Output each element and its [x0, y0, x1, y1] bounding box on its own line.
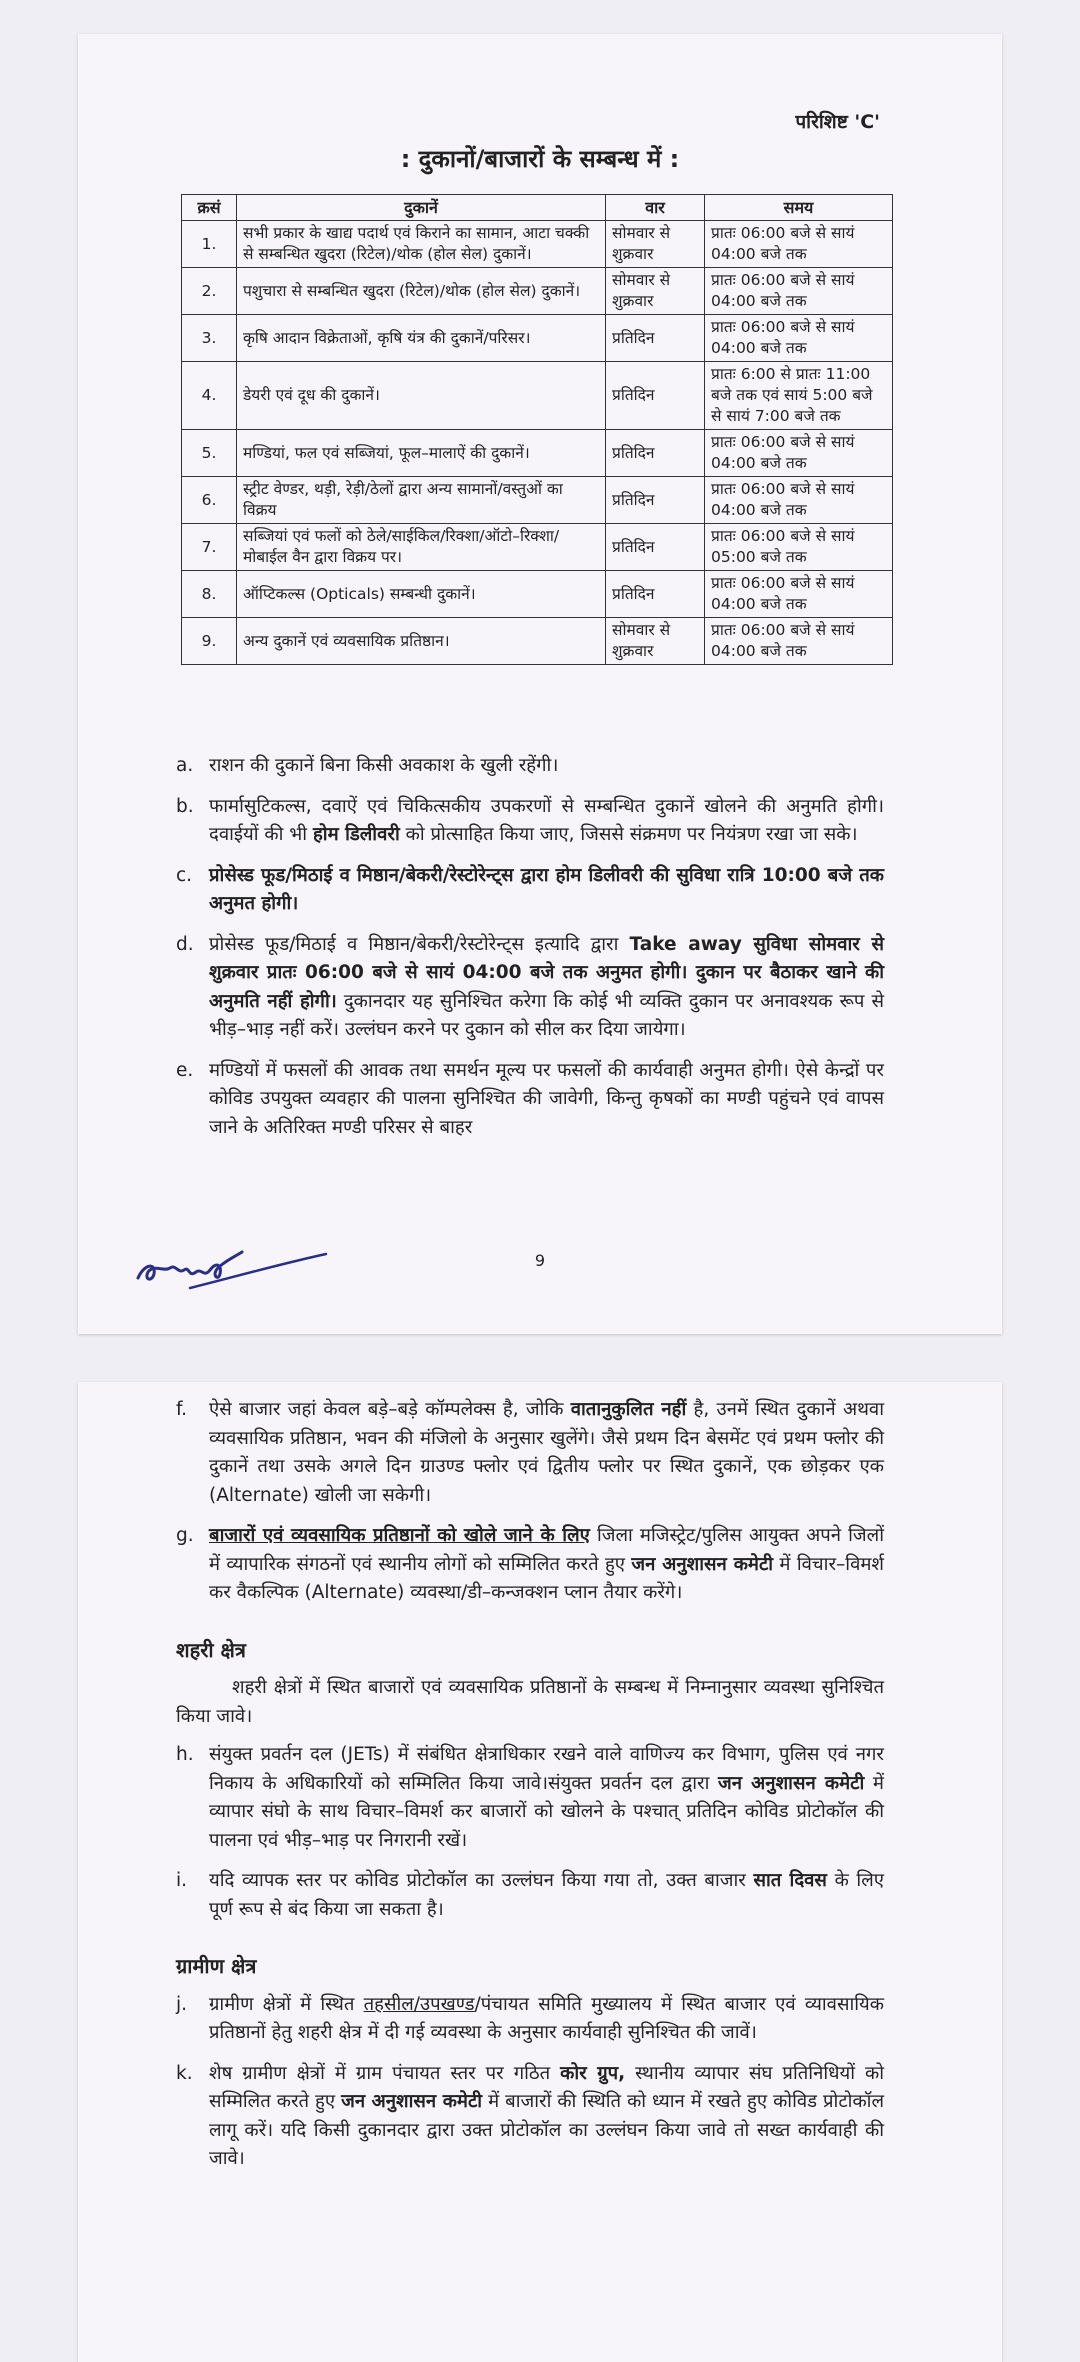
note-text: यदि व्यापक स्तर पर कोविड प्रोटोकॉल का उल्लंघन किया गया तो, उक्त बाजार	[209, 1870, 754, 1891]
note-e	[176, 1057, 884, 1143]
urban-intro-paragraph: शहरी क्षेत्रों में स्थित बाजारों एवं व्यवसायिक प्रतिष्ठानों के सम्बन्ध में निम्नानुसार व्यवस्था सुनिश्चित किया जावे।	[176, 1677, 884, 1727]
note-text: ग्रामीण क्षेत्रों में स्थित	[209, 1993, 364, 2015]
row-serial: 3.	[182, 315, 237, 362]
row-days: प्रतिदिन	[606, 524, 705, 571]
row-time: प्रातः 06:00 बजे से सायं 04:00 बजे तक	[705, 618, 893, 665]
table-row	[182, 268, 893, 315]
column-header-days: वार	[606, 195, 705, 221]
row-time: प्रातः 06:00 बजे से सायं 04:00 बजे तक	[705, 221, 893, 268]
note-text: में व्यापार संघो के साथ विचार–विमर्श कर बाजारों को खोलने के पश्चात् प्रतिदिन कोविड प्रोटोकॉल की पालना एवं भीड़–भाड़ पर निगरानी रखें।	[209, 1772, 884, 1851]
note-j	[176, 1991, 884, 2048]
document-page-2	[78, 1382, 1002, 2362]
note-text: राशन की दुकानें बिना किसी अवकाश के खुली रहेंगी।	[209, 755, 559, 776]
note-bold-text: होम डिलीवरी	[312, 824, 400, 845]
note-text: /पंचायत समिति मुख्यालय में स्थित बाजार एवं व्यावसायिक प्रतिष्ठानों हेतु शहरी क्षेत्र में दी गई व्यवस्था के अनुसार कार्यवाही सुनिश्चित की जावें।	[209, 1993, 885, 2043]
notes-list	[176, 752, 884, 1154]
page-number: 9	[534, 1251, 546, 1270]
note-text: दुकानदार यह सुनिश्चित करेगा कि कोई भी व्यक्ति दुकान पर अनावश्यक रूप से भीड़–भाड़ नहीं करें। उल्लंघन करने पर दुकान को सील कर दिया जायेगा।	[209, 990, 884, 1040]
note-underlined-text: बाजारों एवं व्यवसायिक प्रतिष्ठानों को खोले जाने के लिए	[209, 1525, 590, 1546]
note-letter: d.	[176, 933, 194, 955]
row-serial: 7.	[182, 524, 237, 571]
row-days: प्रतिदिन	[606, 571, 705, 618]
row-serial: 1.	[182, 221, 237, 268]
note-letter: j.	[176, 1993, 188, 2015]
note-letter: h.	[176, 1744, 194, 1765]
table-row	[182, 524, 893, 571]
row-time: प्रातः 06:00 बजे से सायं 05:00 बजे तक	[705, 524, 893, 571]
row-days: सोमवार से शुक्रवार	[606, 221, 705, 268]
row-serial: 6.	[182, 477, 237, 524]
note-c	[176, 862, 884, 919]
row-time: प्रातः 06:00 बजे से सायं 04:00 बजे तक	[705, 571, 893, 618]
row-shop: सभी प्रकार के खाद्य पदार्थ एवं किराने का सामान, आटा चक्की से सम्बन्धित खुदरा (रिटेल)/थोक (होल सेल) दुकानें।	[237, 221, 606, 268]
note-letter: g.	[176, 1525, 194, 1546]
section-heading-urban: शहरी क्षेत्र	[176, 1637, 246, 1662]
row-serial: 9.	[182, 618, 237, 665]
row-shop: ऑप्टिकल्स (Opticals) सम्बन्धी दुकानें।	[237, 571, 606, 618]
row-time: प्रातः 06:00 बजे से सायं 04:00 बजे तक	[705, 430, 893, 477]
note-text: स्थानीय व्यापार संघ प्रतिनिधियों को सम्मिलित करते हुए	[209, 2062, 884, 2112]
note-b	[176, 793, 884, 850]
row-days: प्रतिदिन	[606, 362, 705, 430]
row-shop: अन्य दुकानें एवं व्यवसायिक प्रतिष्ठान।	[237, 618, 606, 665]
table-row	[182, 571, 893, 618]
note-text: जिला मजिस्ट्रेट/पुलिस आयुक्त अपने जिलों में व्यापारिक संगठनों एवं स्थानीय लोगों को सम्मिलित करते हुए	[209, 1525, 884, 1575]
table-row	[182, 618, 893, 665]
row-days: प्रतिदिन	[606, 315, 705, 362]
note-text: शेष ग्रामीण क्षेत्रों में ग्राम पंचायत स्तर पर गठित	[209, 2062, 561, 2084]
row-time: प्रातः 06:00 बजे से सायं 04:00 बजे तक	[705, 268, 893, 315]
row-days: प्रतिदिन	[606, 430, 705, 477]
note-letter: b.	[176, 795, 194, 817]
note-bold-text: Take away सुविधा सोमवार से शुक्रवार प्रातः 06:00 बजे से सायं 04:00 बजे तक अनुमत होगी। दुकान पर बैठाकर खाने की अनुमति नहीं होगी।	[209, 933, 884, 1012]
note-text: फार्मासुटिकल्स, दवाऐं एवं चिकित्सकीय उपकरणों से सम्बन्धित दुकानें खोलने की अनुमति होगी। दवाईयों की भी	[209, 795, 884, 845]
note-letter: a.	[176, 755, 194, 776]
row-shop: मण्डियां, फल एवं सब्जियां, फूल–मालाऐं की दुकानें।	[237, 430, 606, 477]
row-shop: कृषि आदान विक्रेताओं, कृषि यंत्र की दुकानें/परिसर।	[237, 315, 606, 362]
row-shop: डेयरी एवं दूध की दुकानें।	[237, 362, 606, 430]
table-row	[182, 221, 893, 268]
table-header-row	[182, 195, 893, 221]
row-serial: 5.	[182, 430, 237, 477]
note-text: में विचार–विमर्श कर वैकल्पिक (Alternate) व्यवस्था/डी–कन्जक्शन प्लान तैयार करेंगे।	[209, 1553, 884, 1603]
note-g	[176, 1522, 884, 1608]
row-time: प्रातः 06:00 बजे से सायं 04:00 बजे तक	[705, 315, 893, 362]
table-row	[182, 315, 893, 362]
row-days: सोमवार से शुक्रवार	[606, 268, 705, 315]
notes-list-continued	[176, 1396, 884, 2186]
row-shop: सब्जियां एवं फलों को ठेले/साईकिल/रिक्शा/ऑटो–रिक्शा/मोबाईल वैन द्वारा विक्रय पर।	[237, 524, 606, 571]
note-text: मण्डियों में फसलों की आवक तथा समर्थन मूल्य पर फसलों की कार्यवाही अनुमत होगी। ऐसे केन्द्रों पर कोविड उपयुक्त व्यवहार की पालना सुनिश्चित की जावेगी, किन्तु कृषकों का मण्डी पहुंचने एवं वापस जाने के अतिरिक्त मण्डी परिसर से बाहर	[209, 1059, 884, 1138]
note-letter: i.	[176, 1870, 188, 1891]
row-days: सोमवार से शुक्रवार	[606, 618, 705, 665]
note-text: प्रोसेस्ड फूड/मिठाई व मिष्ठान/बेकरी/रेस्टोरेन्ट्स इत्यादि द्वारा	[209, 933, 630, 955]
annex-label: परिशिष्ट 'C'	[795, 111, 880, 133]
note-letter: f.	[176, 1399, 188, 1420]
document-page-1	[78, 34, 1002, 1334]
note-bold-text: कोर ग्रुप,	[560, 2062, 626, 2084]
note-letter: k.	[176, 2062, 193, 2084]
note-bold-text: वातानुकुलित नहीं	[570, 1399, 687, 1420]
note-i	[176, 1867, 884, 1924]
section-heading-rural: ग्रामीण क्षेत्र	[176, 1954, 257, 1978]
page-title: : दुकानों/बाजारों के सम्बन्ध में :	[400, 145, 680, 173]
note-bold-text: जन अनुशासन कमेटी	[718, 1772, 865, 1794]
note-text: के लिए पूर्ण रूप से बंद किया जा सकता है।	[209, 1870, 884, 1920]
note-text: संयुक्त प्रवर्तन दल (JETs) में संबंधित क्षेत्राधिकार रखने वाले वाणिज्य कर विभाग, पुलिस एवं नगर निकाय के अधिकारियों को सम्मिलित किया जावे।संयुक्त प्रवर्तन दल द्वारा	[209, 1744, 884, 1794]
note-f	[176, 1396, 884, 1510]
note-text: को प्रोत्साहित किया जाए, जिससे संक्रमण पर नियंत्रण रखा जा सके।	[399, 824, 858, 845]
note-text: है, उनमें स्थित दुकानें अथवा व्यवसायिक प्रतिष्ठान, भवन की मंजिलो के अनुसार खुलेंगे। जैसे प्रथम दिन बेसमेंट एवं प्रथम फ्लोर की दुकानें तथा उसके अगले दिन ग्राउण्ड फ्लोर एवं द्वितीय फ्लोर पर स्थित दुकानें, एक छोड़कर एक (Alternate) खोली जा सकेगी।	[209, 1399, 884, 1506]
note-letter: e.	[176, 1059, 194, 1081]
column-header-serial: क्रसं	[182, 195, 237, 221]
column-header-shops: दुकानें	[237, 195, 606, 221]
row-serial: 4.	[182, 362, 237, 430]
note-text: में बाजारों की स्थिति को ध्यान में रखते हुए कोविड प्रोटोकॉल लागू करें। यदि किसी दुकानदार द्वारा उक्त प्रोटोकॉल का उल्लंघन किया जावे तो सख्त कार्यवाही की जावे।	[209, 2091, 884, 2169]
table-row	[182, 477, 893, 524]
note-d	[176, 931, 884, 1045]
table-row	[182, 430, 893, 477]
row-shop: स्ट्रीट वेण्डर, थड़ी, रेड़ी/ठेलों द्वारा अन्य सामानों/वस्तुओं का विक्रय	[237, 477, 606, 524]
row-serial: 8.	[182, 571, 237, 618]
note-h	[176, 1741, 884, 1855]
note-bold-text: जन अनुशासन कमेटी	[341, 2091, 483, 2112]
note-bold-text: प्रोसेस्ड फूड/मिठाई व मिष्ठान/बेकरी/रेस्टोरेन्ट्स द्वारा होम डिलीवरी की सुविधा रात्रि 10:00 बजे तक अनुमत होगी।	[209, 864, 884, 914]
note-k	[176, 2060, 884, 2174]
row-serial: 2.	[182, 268, 237, 315]
row-time: प्रातः 06:00 बजे से सायं 04:00 बजे तक	[705, 477, 893, 524]
column-header-time: समय	[705, 195, 893, 221]
shops-timing-table	[181, 194, 893, 665]
row-time: प्रातः 6:00 से प्रातः 11:00 बजे तक एवं सायं 5:00 बजे से सायं 7:00 बजे तक	[705, 362, 893, 430]
row-shop: पशुचारा से सम्बन्धित खुदरा (रिटेल)/थोक (होल सेल) दुकानें।	[237, 268, 606, 315]
note-bold-text: जन अनुशासन कमेटी	[631, 1553, 774, 1575]
row-days: प्रतिदिन	[606, 477, 705, 524]
note-letter: c.	[176, 864, 193, 886]
note-bold-text: सात दिवस	[753, 1870, 827, 1891]
note-underlined-text: तहसील/उपखण्ड	[363, 1993, 475, 2015]
note-a	[176, 752, 884, 781]
note-text: ऐसे बाजार जहां केवल बड़े–बड़े कॉम्पलेक्स है, जोकि	[209, 1399, 571, 1420]
table-row	[182, 362, 893, 430]
